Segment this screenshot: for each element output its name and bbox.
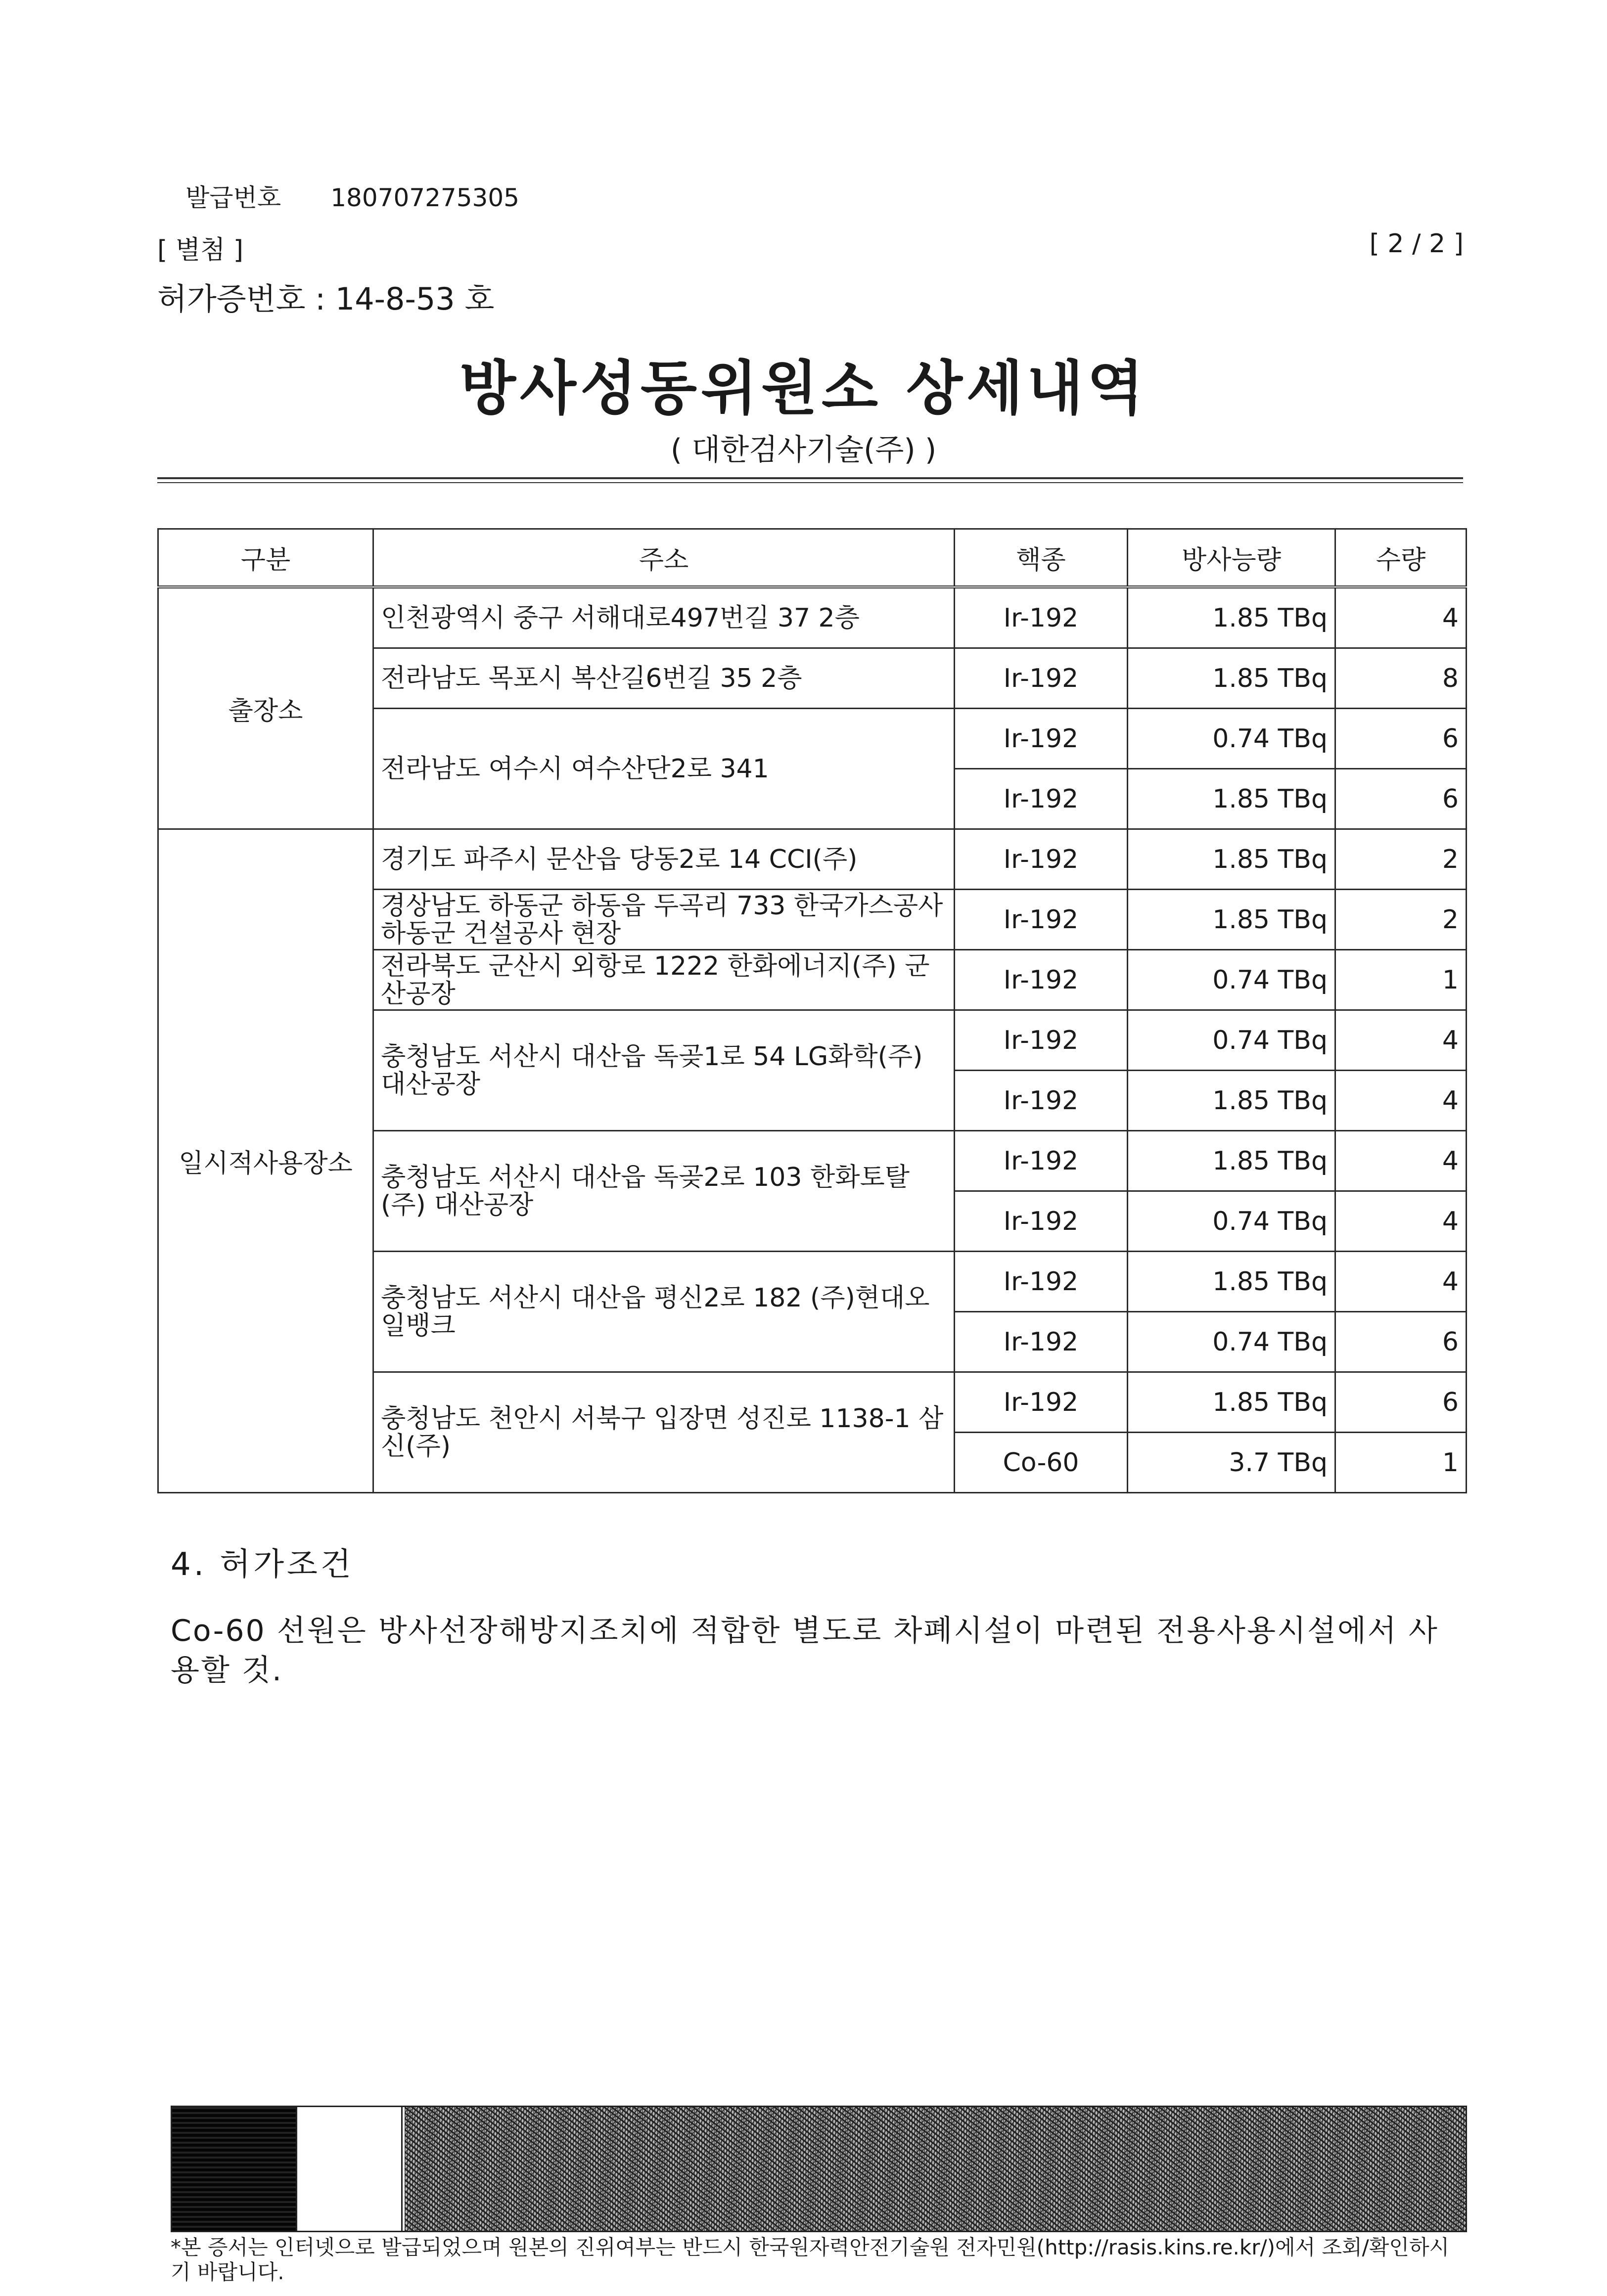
address-cell: 충청남도 서산시 대산읍 독곶2로 103 한화토탈(주) 대산공장 [373, 1131, 955, 1252]
quantity-cell: 4 [1335, 1131, 1467, 1191]
nuclide-cell: Ir-192 [955, 1372, 1128, 1433]
activity-cell: 1.85 TBq [1128, 890, 1335, 950]
table-header-row [158, 529, 1467, 587]
document-title: 방사성동위원소 상세내역 [459, 354, 1148, 422]
quantity-cell: 8 [1335, 648, 1467, 709]
header-category: 구분 [158, 529, 373, 587]
page-number: [ 2 / 2 ] [1369, 229, 1464, 259]
divider-bottom [157, 482, 1463, 483]
barcode-pattern-left [172, 2107, 296, 2231]
company-name: ( 대한검사기술(주) ) [670, 433, 937, 467]
issue-label: 발급번호 [185, 183, 281, 212]
address-cell: 전라남도 목포시 복산길6번길 35 2층 [373, 648, 955, 709]
nuclide-cell: Ir-192 [955, 950, 1128, 1010]
header-nuclide: 핵종 [955, 529, 1128, 587]
activity-cell: 3.7 TBq [1128, 1433, 1335, 1493]
address-cell: 전라남도 여수시 여수산단2로 341 [373, 709, 955, 829]
activity-cell: 1.85 TBq [1128, 1131, 1335, 1191]
address-cell: 경상남도 하동군 하동읍 두곡리 733 한국가스공사 하동군 건설공사 현장 [373, 890, 955, 950]
address-cell: 충청남도 서산시 대산읍 독곶1로 54 LG화학(주) 대산공장 [373, 1010, 955, 1131]
nuclide-cell: Ir-192 [955, 829, 1128, 890]
quantity-cell: 4 [1335, 1010, 1467, 1071]
document-barcode [171, 2106, 1467, 2232]
nuclide-cell: Ir-192 [955, 1131, 1128, 1191]
issue-number: 180707275305 [330, 183, 519, 212]
quantity-cell: 6 [1335, 709, 1467, 769]
conditions-title: 4. 허가조건 [171, 1546, 354, 1583]
table-body [158, 587, 1467, 1493]
activity-cell: 1.85 TBq [1128, 1252, 1335, 1312]
address-cell: 충청남도 천안시 서북구 입장면 성진로 1138-1 삼신(주) [373, 1372, 955, 1493]
footer-notice: *본 증서는 인터넷으로 발급되었으며 원본의 진위여부는 반드시 한국원자력안전기술원 전자민원(http://rasis.kins.re.kr/)에서 조회/확인하시기 바랍니다. [171, 2235, 1450, 2284]
activity-cell: 1.85 TBq [1128, 769, 1335, 829]
header-activity: 방사능량 [1128, 529, 1335, 587]
activity-cell: 1.85 TBq [1128, 829, 1335, 890]
divider-top [157, 477, 1463, 479]
activity-cell: 0.74 TBq [1128, 950, 1335, 1010]
nuclide-cell: Ir-192 [955, 1010, 1128, 1071]
barcode-blank-box [296, 2107, 403, 2231]
quantity-cell: 2 [1335, 890, 1467, 950]
issue-number-line [185, 178, 519, 214]
nuclide-cell: Ir-192 [955, 769, 1128, 829]
nuclide-cell: Ir-192 [955, 1312, 1128, 1372]
activity-cell: 0.74 TBq [1128, 1010, 1335, 1071]
quantity-cell: 4 [1335, 1071, 1467, 1131]
quantity-cell: 6 [1335, 1312, 1467, 1372]
quantity-cell: 6 [1335, 769, 1467, 829]
category-cell: 일시적사용장소 [158, 829, 373, 1493]
table-row [158, 829, 1467, 890]
activity-cell: 0.74 TBq [1128, 709, 1335, 769]
quantity-cell: 4 [1335, 1191, 1467, 1252]
activity-cell: 1.85 TBq [1128, 1071, 1335, 1131]
category-cell: 출장소 [158, 587, 373, 829]
nuclide-cell: Ir-192 [955, 890, 1128, 950]
header-quantity: 수량 [1335, 529, 1467, 587]
quantity-cell: 4 [1335, 1252, 1467, 1312]
address-cell: 전라북도 군산시 외항로 1222 한화에너지(주) 군산공장 [373, 950, 955, 1010]
nuclide-cell: Ir-192 [955, 1252, 1128, 1312]
nuclide-cell: Ir-192 [955, 648, 1128, 709]
quantity-cell: 2 [1335, 829, 1467, 890]
quantity-cell: 6 [1335, 1372, 1467, 1433]
annex-label: [ 별첨 ] [157, 235, 244, 265]
address-cell: 충청남도 서산시 대산읍 평신2로 182 (주)현대오일뱅크 [373, 1252, 955, 1372]
nuclide-cell: Co-60 [955, 1433, 1128, 1493]
nuclide-cell: Ir-192 [955, 587, 1128, 648]
conditions-text: Co-60 선원은 방사선장해방지조치에 적합한 별도로 차폐시설이 마련된 전용사용시설에서 사용할 것. [171, 1614, 1439, 1688]
quantity-cell: 1 [1335, 1433, 1467, 1493]
address-cell: 경기도 파주시 문산읍 당동2로 14 CCI(주) [373, 829, 955, 890]
activity-cell: 0.74 TBq [1128, 1191, 1335, 1252]
nuclide-cell: Ir-192 [955, 709, 1128, 769]
table-row [158, 587, 1467, 648]
barcode-pattern-2d [405, 2107, 1466, 2231]
nuclide-cell: Ir-192 [955, 1191, 1128, 1252]
activity-cell: 1.85 TBq [1128, 1372, 1335, 1433]
activity-cell: 1.85 TBq [1128, 587, 1335, 648]
nuclide-cell: Ir-192 [955, 1071, 1128, 1131]
activity-cell: 0.74 TBq [1128, 1312, 1335, 1372]
quantity-cell: 4 [1335, 587, 1467, 648]
radioisotope-table [157, 528, 1467, 1493]
address-cell: 인천광역시 중구 서해대로497번길 37 2층 [373, 587, 955, 648]
quantity-cell: 1 [1335, 950, 1467, 1010]
permit-number: 허가증번호 : 14-8-53 호 [157, 281, 495, 317]
header-address: 주소 [373, 529, 955, 587]
activity-cell: 1.85 TBq [1128, 648, 1335, 709]
